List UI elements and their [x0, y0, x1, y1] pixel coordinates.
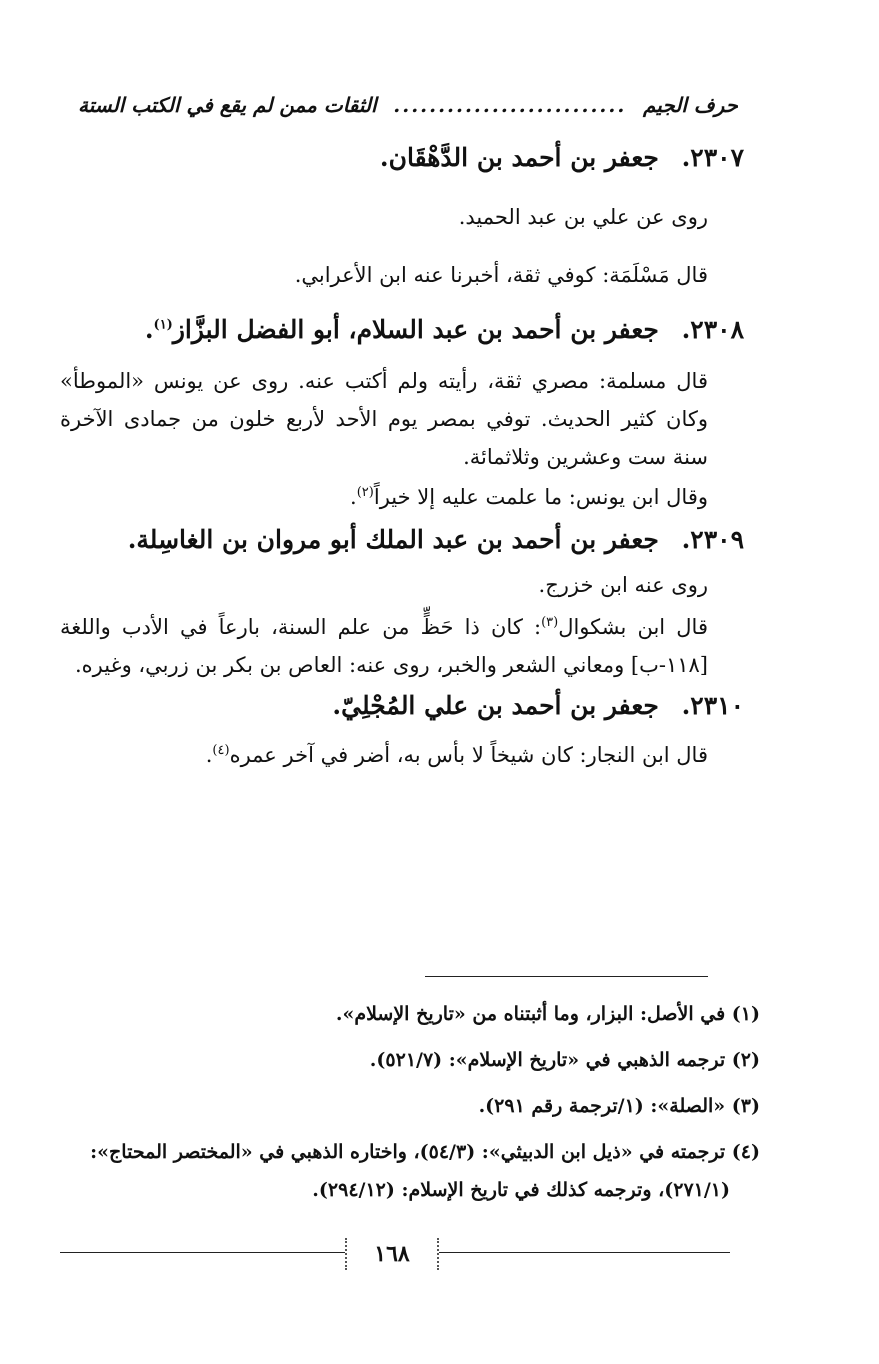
entry-punct: . — [350, 485, 357, 509]
entry-paragraph — [60, 736, 750, 774]
entry-paragraph — [60, 608, 750, 684]
footnote-2: (٢) ترجمه الذهبي في «تاريخ الإسلام»: (٥٢١/٧). — [369, 1049, 760, 1071]
entry-number: ٢٣٠٨. — [681, 315, 744, 344]
entry-punct: . — [205, 743, 213, 767]
entry-paragraph: قال مسلمة: مصري ثقة، رأيته ولم أكتب عنه. روى عن يونس «الموطأ» وكان كثير الحديث. توفي بمصر يوم الأحد لأربع خلون من جمادى الآخرة سنة ست وعشرين وثلاثمائة. — [60, 369, 708, 469]
entry-name: جعفر بن أحمد بن عبد الملك أبو مروان بن الغاسِلة. — [127, 525, 659, 554]
entry-number: ٢٣١٠. — [681, 691, 744, 720]
entry-paragraph: روى عنه ابن خزرج. — [538, 573, 708, 597]
main-text — [60, 138, 750, 774]
entry-text: قال ابن النجار: كان شيخاً لا بأس به، أضر في آخر عمره — [229, 743, 708, 767]
entry-paragraph — [60, 478, 750, 516]
footnote-4-continued: (٢٧١/١)، وترجمه كذلك في تاريخ الإسلام: (٢٩٤/١٢). — [312, 1179, 730, 1201]
running-head-chapter: حرف الجيم — [643, 93, 738, 117]
footnote-ref: (٣) — [541, 615, 559, 630]
entry-heading-2308 — [60, 310, 750, 350]
entry-punct: . — [144, 315, 154, 344]
footnote-4: (٤) ترجمته في «ذيل ابن الدبيثي»: (٥٤/٣)، واختاره الذهبي في «المختصر المحتاج»: — [90, 1141, 760, 1163]
running-head — [78, 90, 738, 120]
entry-heading-2310 — [60, 686, 750, 726]
footnote-ref: (٤) — [212, 743, 230, 758]
footnote-1: (١) في الأصل: البزار، وما أثبتناه من «تاريخ الإسلام». — [335, 1003, 760, 1025]
entry-name: جعفر بن أحمد بن الدَّهْقَان. — [379, 143, 659, 172]
footnote-separator — [425, 976, 708, 977]
page-number: ١٦٨ — [345, 1238, 439, 1270]
entry-number: ٢٣٠٧. — [681, 143, 744, 172]
entry-text: : كان ذا حَظٍّ من علم السنة، بارعاً في الأدب واللغة [١١٨-ب] ومعاني الشعر والخبر، روى عنه: العاص بن بكر بن زربي، وغيره. — [60, 615, 708, 677]
entry-paragraph: قال مَسْلَمَة: كوفي ثقة، أخبرنا عنه ابن الأعرابي. — [294, 263, 708, 287]
entry-name: جعفر بن أحمد بن علي المُجْلِيّ. — [332, 691, 659, 720]
footnote-ref: (٢) — [356, 485, 374, 500]
running-head-book-title: الثقات ممن لم يقع في الكتب الستة — [78, 93, 377, 117]
entry-number: ٢٣٠٩. — [681, 525, 744, 554]
entry-text: وقال ابن يونس: ما علمت عليه إلا خيراً — [373, 485, 708, 509]
entry-text: قال ابن بشكوال — [558, 615, 708, 639]
entry-name: جعفر بن أحمد بن عبد السلام، أبو الفضل البزَّاز — [172, 315, 659, 344]
footnote-3: (٣) «الصلة»: (١/ترجمة رقم ٢٩١). — [478, 1095, 760, 1117]
entry-heading-2307 — [60, 138, 750, 178]
entry-heading-2309 — [60, 520, 750, 560]
running-head-dots: .......................... — [393, 93, 627, 117]
footnotes — [60, 995, 760, 1217]
entry-paragraph: روى عن علي بن عبد الحميد. — [458, 205, 708, 229]
footnote-ref: (١) — [153, 317, 173, 333]
